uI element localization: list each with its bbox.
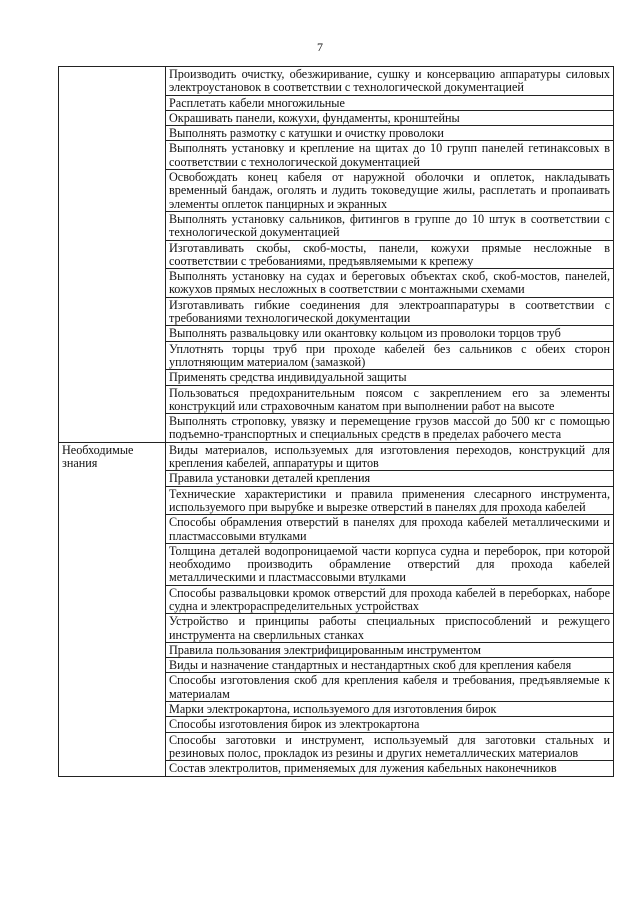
requirement-item: Виды и назначение стандартных и нестандартных скоб для крепления кабеля [166,658,614,673]
requirement-item: Выполнять установку и крепление на щитах до 10 групп панелей гетинаксовых в соответствии с технологической документацией [166,141,614,170]
requirement-item: Освобождать конец кабеля от наружной оболочки и оплеток, накладывать временный бандаж, оголять и лудить токоведущие жилы, расплетать и пропаивать элементы оплеток панцирных и экранных [166,170,614,212]
requirement-item: Технические характеристики и правила применения слесарного инструмента, используемого при вырубке и вырезке отверстий в панелях для прохода кабелей [166,486,614,515]
requirement-item: Изготавливать скобы, скоб-мосты, панели, кожухи прямые несложные в соответствии с требованиями, предъявляемыми к крепежу [166,240,614,269]
requirement-item: Выполнять установку на судах и береговых объектах скоб, скоб-мостов, панелей, кожухов прямых несложных в соответствии с монтажными схемами [166,269,614,298]
requirement-item: Состав электролитов, применяемых для лужения кабельных наконечников [166,761,614,776]
requirement-item: Применять средства индивидуальной защиты [166,370,614,385]
section-label: Необходимые знания [59,442,166,776]
requirement-item: Производить очистку, обезжиривание, сушку и консервацию аппаратуры силовых электроустановок в соответствии с технологической документацией [166,67,614,96]
requirement-item: Пользоваться предохранительным поясом с закреплением его за элементы конструкций или страховочным канатом при выполнении работ на высоте [166,385,614,414]
requirement-item: Виды материалов, используемых для изготовления переходов, конструкций для крепления кабелей, аппаратуры и щитов [166,442,614,471]
requirement-item: Выполнять строповку, увязку и перемещение грузов массой до 500 кг с помощью подъемно-транспортных и специальных средств в пределах рабочего места [166,414,614,443]
requirement-item: Толщина деталей водопроницаемой части корпуса судна и переборок, при которой необходимо производить обрамление отверстий для прохода кабелей металлическими и пластмассовыми втулками [166,543,614,585]
requirement-item: Способы обрамления отверстий в панелях для прохода кабелей металлическими и пластмассовыми втулками [166,515,614,544]
requirement-item: Уплотнять торцы труб при проходе кабелей без сальников с обеих сторон уплотняющим материалом (замазкой) [166,341,614,370]
requirement-item: Способы развальцовки кромок отверстий для прохода кабелей в переборках, наборе судна и электрораспределительных устройствах [166,585,614,614]
requirement-item: Изготавливать гибкие соединения для электроаппаратуры в соответствии с требованиями технологической документации [166,297,614,326]
requirement-item: Правила установки деталей крепления [166,471,614,486]
competency-table [58,66,614,777]
section-label [59,67,166,443]
requirement-item: Расплетать кабели многожильные [166,95,614,110]
requirement-item: Способы изготовления бирок из электрокартона [166,717,614,732]
requirement-item: Выполнять развальцовку или окантовку кольцом из проволоки торцов труб [166,326,614,341]
requirement-item: Правила пользования электрифицированным инструментом [166,642,614,657]
requirement-item: Окрашивать панели, кожухи, фундаменты, кронштейны [166,110,614,125]
requirement-item: Выполнять установку сальников, фитингов в группе до 10 штук в соответствии с технологической документацией [166,211,614,240]
requirement-item: Марки электрокартона, используемого для изготовления бирок [166,702,614,717]
requirement-item: Способы заготовки и инструмент, используемый для заготовки стальных и резиновых полос, прокладок из резины и других неметаллических материалов [166,732,614,761]
requirement-item: Выполнять размотку с катушки и очистку проволоки [166,126,614,141]
table-body [59,67,614,777]
requirement-item: Способы изготовления скоб для крепления кабеля и требования, предъявляемые к материалам [166,673,614,702]
table-row [59,67,614,96]
page-number: 7 [317,40,323,54]
table-row [59,442,614,471]
requirement-item: Устройство и принципы работы специальных приспособлений и режущего инструмента на сверлильных станках [166,614,614,643]
